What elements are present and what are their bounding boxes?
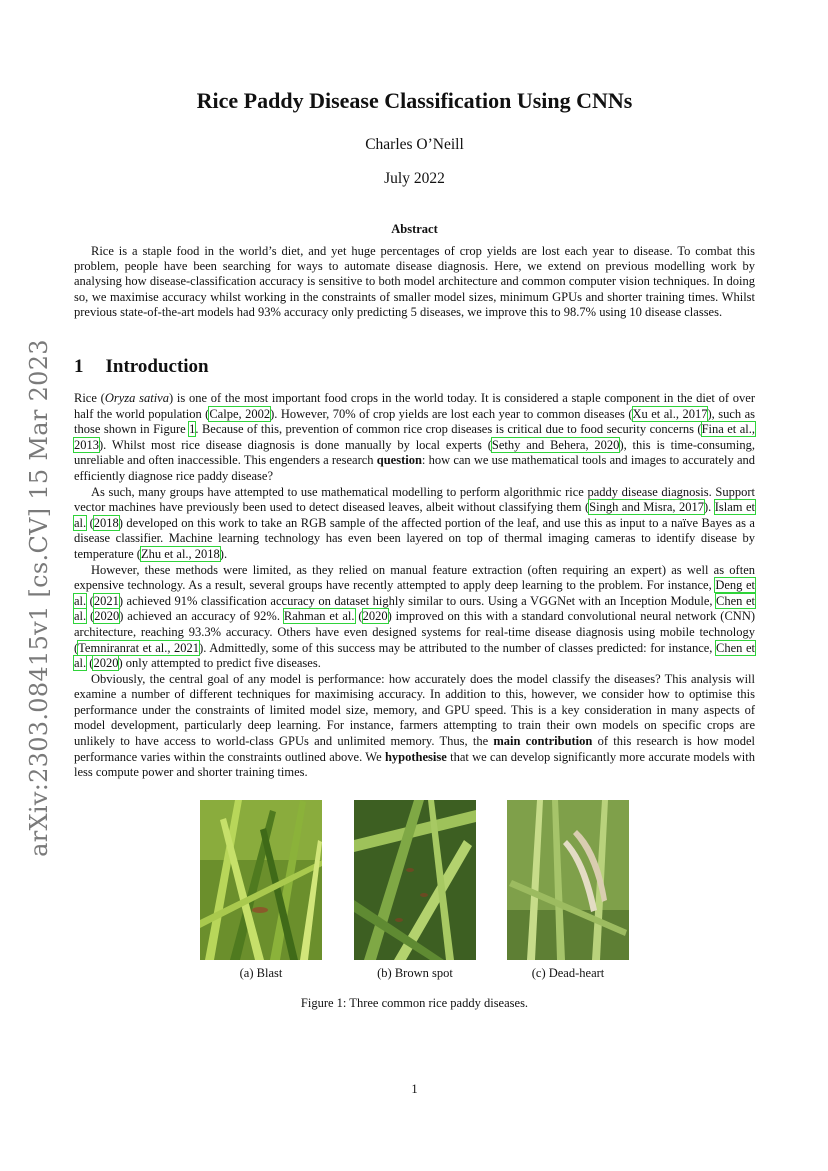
citation-link[interactable]: 2020 (93, 656, 119, 671)
abstract-text: Rice is a staple food in the world’s diet, and yet huge percentages of crop yields are lost each year to disease. To combat this problem, people have been searching for ways to automate disease diagnosis. Here, we extend on previous modelling work by analysing how disease-classification accuracy is sensitive to both model architecture and common computer vision techniques. In doing so, we maximise accuracy whilst working in the constraints of smaller model sizes, minimum GPUs and shorter training times. Whilst previous state-of-the-art models had 93% accuracy only predicting 5 diseases, we improve this to 98.7% using 10 disease classes. (74, 244, 755, 319)
citation-link[interactable]: 2018 (93, 515, 119, 530)
dead-heart-image (507, 800, 629, 960)
blast-image (200, 800, 322, 960)
italic-text: Oryza sativa (104, 391, 169, 405)
paragraph: Rice (Oryza sativa) is one of the most important food crops in the world today. It is considered a staple component in the diet of over half the world population (Calpe, 2002). However, 70% of crop yields are lost each year to common diseases (Xu et al., 2017), such as those shown in Figure 1. Because of this, prevention of common rice crop diseases is critical due to food security concerns (Fina et al., 2013). Whilst most rice disease diagnosis is done manually by local experts (Sethy and Behera, 2020), this is time-consuming, unreliable and often inaccessible. This engenders a research question: how can we use mathematical tools and images to accurately and efficiently diagnose rice paddy disease? (74, 391, 756, 483)
citation-link[interactable]: Chen et al. (74, 593, 755, 624)
abstract-heading: Abstract (391, 222, 438, 236)
section-number: 1 (74, 356, 84, 377)
caption-dead-heart: (c) Dead-heart (531, 966, 605, 980)
caption-blast: (a) Blast (239, 966, 283, 980)
citation-link[interactable]: Sethy and Behera, 2020 (491, 437, 620, 452)
bold-text: main contribution (493, 734, 593, 749)
citation-link[interactable]: 2020 (94, 609, 120, 624)
paragraph: Obviously, the central goal of any model is performance: how accurately does the model classify the diseases? This analysis will examine a number of different techniques for maximising accuracy. In addition to this, however, we consider how to optimise this performance under the constraints of limited model size, memory, and GPU speed. This is a key consideration in many aspects of model development, particularly deep learning. For instance, farmers attempting to train their own models on specific crops are unlikely to have access to world-class GPUs and unlimited memory. Thus, the main contribution of this research is how model performance varies within the constraints outlined above. We hypothesise that we can develop significantly more accurate models with less compute power and shorter training times. (74, 671, 755, 780)
figure-caption: Figure 1: Three common rice paddy diseases. (300, 996, 529, 1010)
bold-text: hypothesise (384, 749, 447, 764)
citation-link[interactable]: 2021 (93, 593, 119, 608)
paragraph: As such, many groups have attempted to use mathematical modelling to perform algorithmic rice paddy disease diagnosis. Support vector machines have previously been used to detect diseased leaves, albeit without classifying them (Singh and Misra, 2017). Islam et al. (2018) developed on this work to take an RGB sample of the affected portion of the leaf, and use this as input to a naïve Bayes as a disease classifier. Machine learning technology has even been layered on top of thermal imaging cameras to identify disease by temperature (Zhu et al., 2018). (74, 484, 755, 561)
citation-link[interactable]: Chen et al. (74, 640, 755, 671)
citation-link[interactable]: 1 (189, 422, 196, 437)
section-heading (74, 356, 209, 378)
citation-link[interactable]: Calpe, 2002 (209, 406, 271, 421)
paper-title: Rice Paddy Disease Classification Using CNNs (196, 88, 633, 113)
paragraph: However, these methods were limited, as they relied on manual feature extraction (often requiring an expert) as well as often expensive technology. As a result, several groups have recently attempted to apply deep learning to the problem. For instance, Deng et al. (2021) achieved 91% classification accuracy on dataset highly similar to ours. Using a VGGNet with an Inception Module, Chen et al. (2020) achieved an accuracy of 92%. Rahman et al. (2020) improved on this with a standard convolutional neural network (CNN) architecture, reaching 93.3% accuracy. Others have even designed systems for real-time disease diagnosis using mobile technology (Temniranrat et al., 2021). Admittedly, some of this success may be attributed to the number of classes predicted: for instance, Chen et al. (2020) only attempted to predict five diseases. (74, 562, 756, 671)
introduction-body (74, 391, 755, 781)
citation-link[interactable]: Fina et al., 2013 (74, 422, 755, 452)
arxiv-identifier (22, 338, 56, 857)
citation-link[interactable]: Islam et al. (74, 500, 755, 530)
page-number: 1 (411, 1082, 418, 1096)
citation-link[interactable]: Singh and Misra, 2017 (589, 500, 704, 515)
citation-link[interactable]: Zhu et al., 2018 (140, 546, 220, 561)
arxiv-id-text: arXiv:2303.08415v1 [cs.CV] 15 Mar 2023 (25, 338, 53, 857)
citation-link[interactable]: Rahman et al. (283, 609, 355, 624)
caption-brown-spot: (b) Brown spot (377, 966, 453, 980)
citation-link[interactable]: Temniranrat et al., 2021 (78, 640, 200, 655)
publication-date: July 2022 (384, 170, 445, 187)
citation-link[interactable]: 2020 (362, 609, 388, 624)
brown-spot-image (354, 800, 476, 960)
citation-link[interactable]: Deng et al. (74, 578, 755, 608)
bold-text: question (376, 453, 422, 468)
citation-link[interactable]: Xu et al., 2017 (632, 406, 708, 421)
section-title: Introduction (105, 356, 209, 377)
author-name: Charles O’Neill (365, 136, 464, 153)
